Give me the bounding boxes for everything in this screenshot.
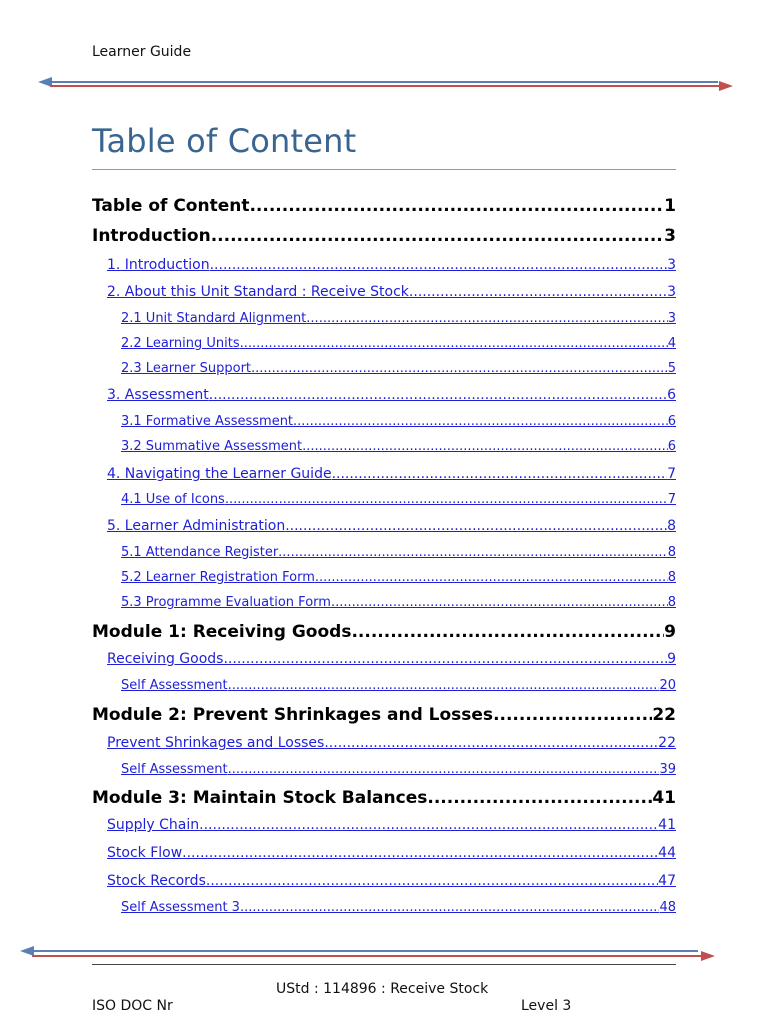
toc-page-number: 39 bbox=[659, 762, 676, 777]
toc-entry[interactable] bbox=[121, 762, 676, 777]
toc-entry-label: 5.1 Attendance Register bbox=[121, 545, 279, 560]
toc-page-number: 44 bbox=[658, 845, 676, 861]
toc-entry-label: 2. About this Unit Standard : Receive Stock bbox=[107, 284, 409, 300]
toc-entry-label: Table of Content bbox=[92, 196, 250, 216]
page-title: Table of Content bbox=[92, 122, 357, 160]
toc-page-number: 22 bbox=[652, 705, 676, 725]
toc-entry-label: 2.2 Learning Units bbox=[121, 336, 240, 351]
toc-page-number: 8 bbox=[667, 518, 676, 534]
toc-page-number: 41 bbox=[658, 817, 676, 833]
toc-entry[interactable] bbox=[92, 788, 676, 808]
toc-leader-dots bbox=[293, 414, 668, 429]
toc-entry[interactable] bbox=[107, 257, 676, 273]
toc-page-number: 3 bbox=[667, 284, 676, 300]
toc-entry[interactable] bbox=[107, 466, 676, 482]
toc-leader-dots bbox=[331, 595, 668, 610]
toc-entry[interactable] bbox=[121, 570, 676, 585]
toc-page-number: 9 bbox=[667, 651, 676, 667]
toc-entry-label: Prevent Shrinkages and Losses bbox=[107, 735, 325, 751]
toc-leader-dots bbox=[302, 439, 668, 454]
toc-leader-dots bbox=[206, 873, 658, 889]
footer-rule bbox=[92, 964, 676, 965]
toc-leader-dots bbox=[211, 226, 664, 246]
toc-entry[interactable] bbox=[121, 492, 676, 507]
toc-leader-dots bbox=[427, 788, 652, 808]
toc-page-number: 8 bbox=[667, 595, 676, 610]
toc-leader-dots bbox=[199, 817, 658, 833]
toc-leader-dots bbox=[315, 570, 668, 585]
toc-leader-dots bbox=[209, 387, 667, 403]
header-divider-arrows bbox=[0, 74, 768, 94]
toc-page-number: 8 bbox=[667, 545, 676, 560]
toc-leader-dots bbox=[228, 762, 660, 777]
title-underline bbox=[92, 169, 676, 170]
toc-entry[interactable] bbox=[92, 196, 676, 216]
toc-leader-dots bbox=[225, 492, 668, 507]
toc-leader-dots bbox=[251, 361, 668, 376]
toc-entry-label: Self Assessment 3 bbox=[121, 900, 240, 915]
toc-page-number: 7 bbox=[667, 492, 676, 507]
toc-page-number: 1 bbox=[664, 196, 676, 216]
toc-entry[interactable] bbox=[107, 735, 676, 751]
footer-unit-standard: UStd : 114896 : Receive Stock bbox=[276, 981, 489, 997]
toc-entry-label: 3.1 Formative Assessment bbox=[121, 414, 294, 429]
toc-page-number: 5 bbox=[667, 361, 676, 376]
footer-blue-arrow bbox=[20, 946, 698, 956]
toc-leader-dots bbox=[240, 900, 659, 915]
toc-leader-dots bbox=[228, 678, 660, 693]
toc-page-number: 9 bbox=[664, 622, 676, 642]
toc-page-number: 47 bbox=[658, 873, 676, 889]
toc-entry[interactable] bbox=[107, 845, 676, 861]
toc-page-number: 8 bbox=[667, 570, 676, 585]
toc-entry[interactable] bbox=[121, 678, 676, 693]
toc-leader-dots bbox=[249, 196, 664, 216]
toc-entry-label: 2.3 Learner Support bbox=[121, 361, 252, 376]
toc-entry-label: Receiving Goods bbox=[107, 651, 224, 667]
toc-leader-dots bbox=[493, 705, 652, 725]
toc-entry[interactable] bbox=[121, 439, 676, 454]
toc-entry-label: Self Assessment bbox=[121, 678, 228, 693]
toc-entry[interactable] bbox=[107, 651, 676, 667]
toc-entry-label: 4. Navigating the Learner Guide bbox=[107, 466, 332, 482]
toc-entry-label: 5.3 Programme Evaluation Form bbox=[121, 595, 331, 610]
toc-leader-dots bbox=[278, 545, 668, 560]
footer-red-arrow bbox=[32, 951, 715, 961]
toc-page-number: 3 bbox=[664, 226, 676, 246]
toc-entry-label: 5.2 Learner Registration Form bbox=[121, 570, 315, 585]
toc-entry[interactable] bbox=[121, 414, 676, 429]
toc-leader-dots bbox=[223, 651, 667, 667]
toc-entry-label: Stock Records bbox=[107, 873, 206, 889]
toc-entry[interactable] bbox=[121, 311, 676, 326]
toc-page-number: 7 bbox=[667, 466, 676, 482]
toc-entry[interactable] bbox=[107, 284, 676, 300]
toc-entry[interactable] bbox=[121, 336, 676, 351]
toc-page-number: 6 bbox=[667, 387, 676, 403]
toc-page-number: 6 bbox=[667, 414, 676, 429]
footer-level: Level 3 bbox=[521, 998, 572, 1014]
toc-page-number: 41 bbox=[652, 788, 676, 808]
toc-entry[interactable] bbox=[107, 518, 676, 534]
toc-entry[interactable] bbox=[92, 226, 676, 246]
toc-entry[interactable] bbox=[121, 545, 676, 560]
footer-doc-number: ISO DOC Nr bbox=[92, 998, 173, 1014]
toc-page-number: 3 bbox=[667, 257, 676, 273]
toc-leader-dots bbox=[332, 466, 668, 482]
toc-leader-dots bbox=[409, 284, 667, 300]
toc-entry-label: 2.1 Unit Standard Alignment bbox=[121, 311, 307, 326]
toc-leader-dots bbox=[182, 845, 658, 861]
toc-entry-label: Module 3: Maintain Stock Balances bbox=[92, 788, 428, 808]
toc-entry-label: 5. Learner Administration bbox=[107, 518, 286, 534]
toc-page-number: 48 bbox=[659, 900, 676, 915]
toc-leader-dots bbox=[351, 622, 664, 642]
toc-entry-label: Self Assessment bbox=[121, 762, 228, 777]
toc-leader-dots bbox=[285, 518, 667, 534]
header-text: Learner Guide bbox=[92, 44, 192, 60]
toc-entry-label: Introduction bbox=[92, 226, 211, 246]
toc-entry-label: 3.2 Summative Assessment bbox=[121, 439, 303, 454]
toc-entry[interactable] bbox=[121, 595, 676, 610]
toc-entry[interactable] bbox=[107, 873, 676, 889]
toc-leader-dots bbox=[210, 257, 667, 273]
toc-entry-label: 3. Assessment bbox=[107, 387, 209, 403]
toc-entry-label: Supply Chain bbox=[107, 817, 200, 833]
toc-entry-label: Stock Flow bbox=[107, 845, 183, 861]
toc-leader-dots bbox=[240, 336, 668, 351]
toc-entry[interactable] bbox=[121, 361, 676, 376]
toc-entry-label: Module 1: Receiving Goods bbox=[92, 622, 352, 642]
toc-entry[interactable] bbox=[107, 387, 676, 403]
toc-entry[interactable] bbox=[92, 705, 676, 725]
toc-entry[interactable] bbox=[107, 817, 676, 833]
toc-entry-label: 1. Introduction bbox=[107, 257, 210, 273]
toc-entry-label: Module 2: Prevent Shrinkages and Losses bbox=[92, 705, 494, 725]
toc-page-number: 22 bbox=[658, 735, 676, 751]
toc-entry[interactable] bbox=[92, 622, 676, 642]
toc-leader-dots bbox=[306, 311, 667, 326]
toc-page-number: 3 bbox=[667, 311, 676, 326]
toc-page-number: 20 bbox=[659, 678, 676, 693]
toc-page-number: 4 bbox=[667, 336, 676, 351]
toc-entry-label: 4.1 Use of Icons bbox=[121, 492, 225, 507]
footer-divider-arrows bbox=[0, 945, 768, 965]
toc-entry[interactable] bbox=[121, 900, 676, 915]
toc-leader-dots bbox=[324, 735, 658, 751]
toc-page-number: 6 bbox=[667, 439, 676, 454]
